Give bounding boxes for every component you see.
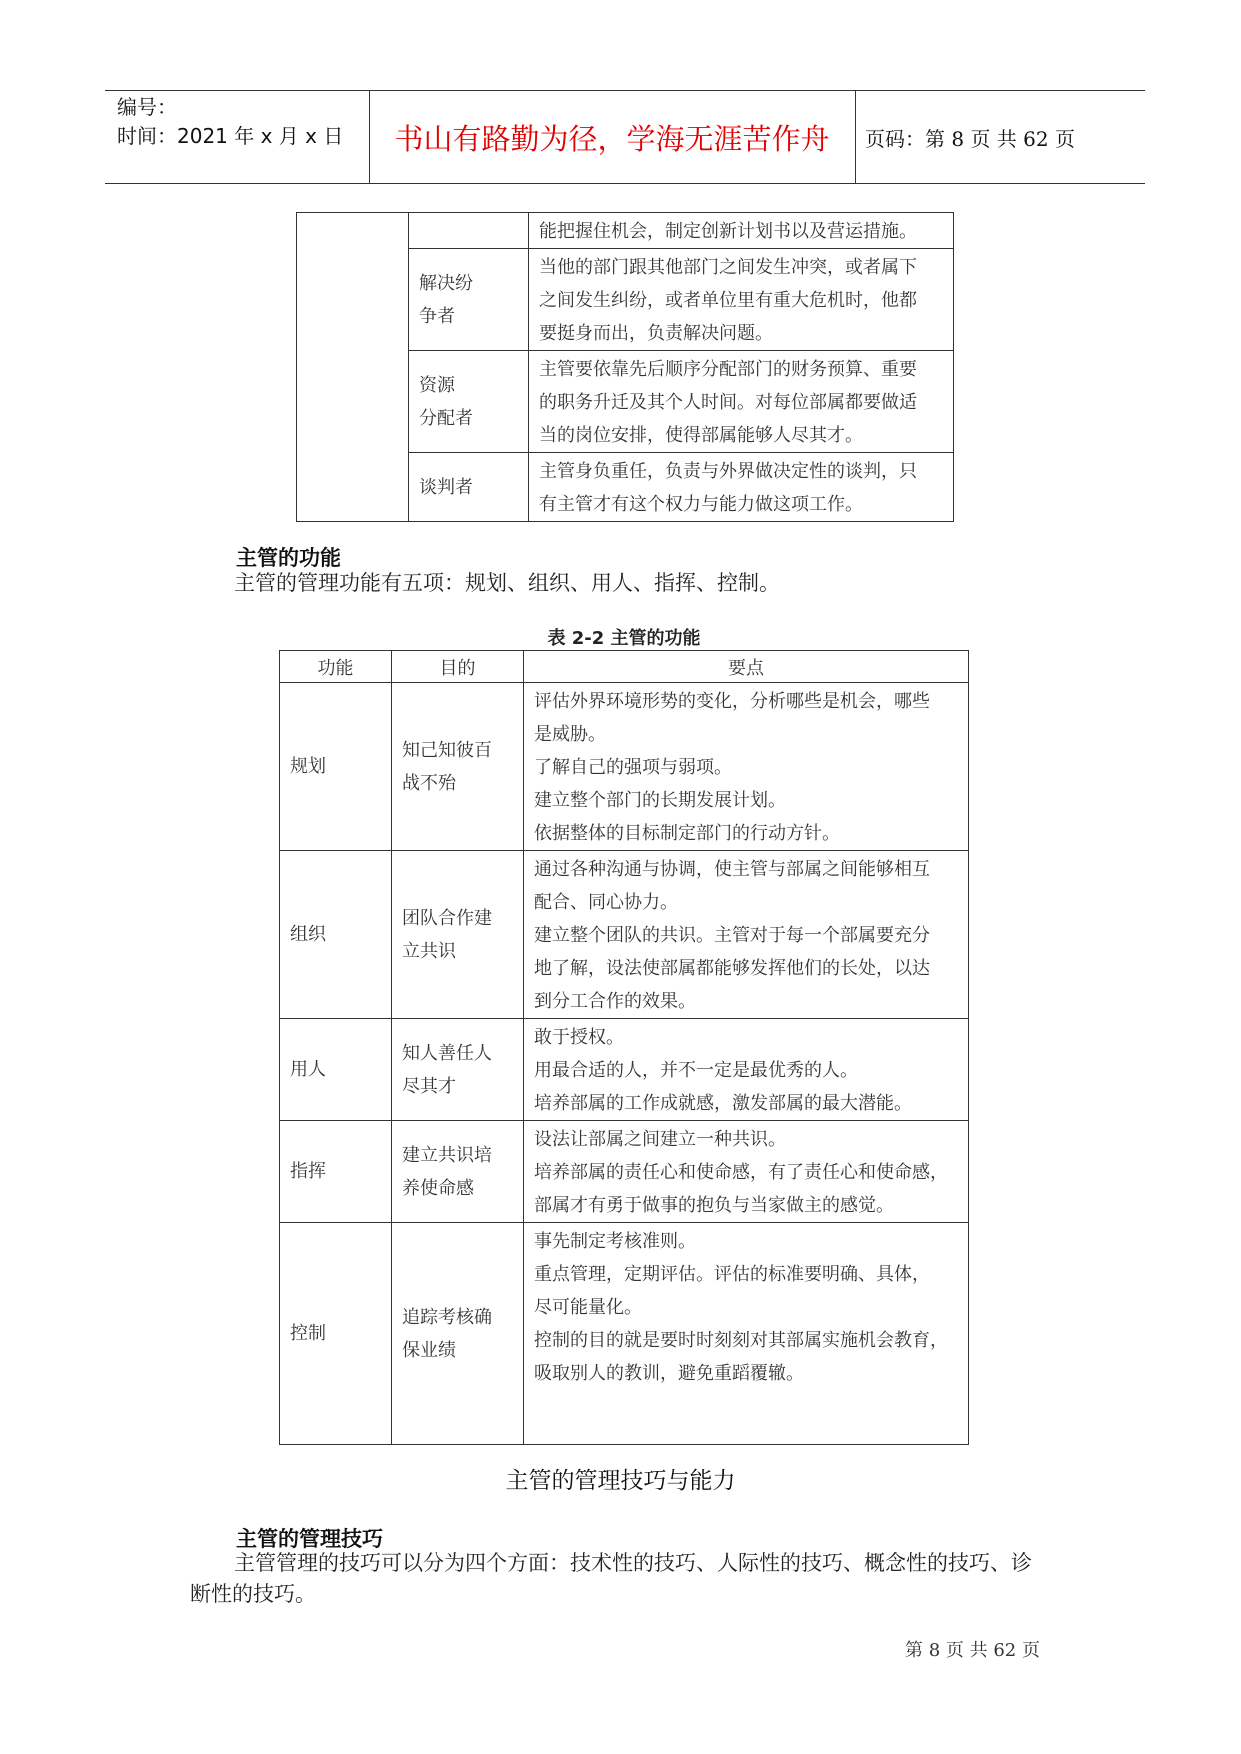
header-number-label: 编号： (117, 95, 177, 119)
point-line: 培养部属的工作成就感，激发部属的最大潜能。 (534, 1093, 912, 1114)
purpose-cell (392, 1121, 524, 1223)
purpose-cell (392, 851, 524, 1019)
table-header-row (280, 651, 969, 683)
point-line: 评估外界环境形势的变化，分析哪些是机会，哪些 (534, 691, 930, 712)
point-line: 尽可能量化。 (534, 1297, 642, 1318)
point-line: 吸取别人的教训，避免重蹈覆辙。 (534, 1363, 804, 1384)
function-cell: 指挥 (280, 1121, 392, 1223)
point-line: 配合、同心协力。 (534, 892, 678, 913)
purpose-cell (392, 1019, 524, 1121)
point-line: 重点管理，定期评估。评估的标准要明确、具体， (534, 1264, 930, 1285)
role-desc-cell (529, 453, 954, 522)
desc-line: 之间发生纠纷，或者单位里有重大危机时，他都 (539, 290, 917, 311)
section-heading: 主管的管理技巧 (236, 1527, 383, 1551)
point-line: 地了解，设法使部属都能够发挥他们的长处，以达 (534, 958, 930, 979)
point-line: 控制的目的就是要时时刻刻对其部属实施机会教育， (534, 1330, 948, 1351)
section-heading: 主管的功能 (236, 546, 341, 570)
purpose-line: 知己知彼百 (402, 739, 492, 761)
page-header (105, 90, 1145, 184)
desc-line: 主管要依靠先后顺序分配部门的财务预算、重要 (539, 359, 917, 380)
table-row (297, 213, 954, 249)
table-row (280, 1223, 969, 1445)
point-line: 到分工合作的效果。 (534, 991, 696, 1012)
point-line: 培养部属的责任心和使命感，有了责任心和使命感， (534, 1162, 948, 1183)
points-cell (524, 1121, 969, 1223)
header-divider (855, 91, 856, 183)
purpose-line: 知人善任人 (402, 1042, 492, 1064)
table-row (280, 1019, 969, 1121)
purpose-line: 追踪考核确 (402, 1306, 492, 1328)
role-cell: 谈判者 (409, 453, 529, 522)
purpose-line: 保业绩 (402, 1339, 456, 1361)
point-line: 依据整体的目标制定部门的行动方针。 (534, 823, 840, 844)
purpose-line: 团队合作建 (402, 907, 492, 929)
table-cell-empty (297, 213, 409, 522)
function-cell: 组织 (280, 851, 392, 1019)
header-motto: 书山有路勤为径，学海无涯苦作舟 (394, 121, 830, 156)
points-cell (524, 1223, 969, 1445)
table-caption: 表 2-2 主管的功能 (547, 628, 701, 649)
column-header: 要点 (524, 651, 969, 683)
role-cell (409, 249, 529, 351)
purpose-line: 尽其才 (402, 1075, 456, 1097)
section-paragraph-line: 断性的技巧。 (190, 1582, 316, 1606)
role-cell (409, 213, 529, 249)
point-line: 了解自己的强项与弱项。 (534, 757, 732, 778)
purpose-line: 战不殆 (402, 772, 456, 794)
point-line: 通过各种沟通与协调，使主管与部属之间能够相互 (534, 859, 930, 880)
point-line: 用最合适的人，并不一定是最优秀的人。 (534, 1060, 858, 1081)
column-header: 目的 (392, 651, 524, 683)
desc-line: 要挺身而出，负责解决问题。 (539, 323, 773, 344)
purpose-line: 立共识 (402, 940, 456, 962)
role-line: 解决纷 (419, 272, 473, 294)
purpose-line: 养使命感 (402, 1177, 474, 1199)
desc-line: 的职务升迁及其个人时间。对每位部属都要做适 (539, 392, 917, 413)
point-line: 部属才有勇于做事的抱负与当家做主的感觉。 (534, 1195, 894, 1216)
purpose-cell (392, 683, 524, 851)
header-meta (117, 93, 343, 151)
function-cell: 用人 (280, 1019, 392, 1121)
section-title: 主管的管理技巧与能力 (505, 1468, 736, 1494)
role-line: 分配者 (419, 407, 473, 429)
table-row (280, 1121, 969, 1223)
function-cell: 控制 (280, 1223, 392, 1445)
desc-line: 当他的部门跟其他部门之间发生冲突，或者属下 (539, 257, 917, 278)
roles-table (296, 212, 954, 522)
point-line: 设法让部属之间建立一种共识。 (534, 1129, 786, 1150)
table-row (280, 683, 969, 851)
purpose-cell (392, 1223, 524, 1445)
point-line: 建立整个部门的长期发展计划。 (534, 790, 786, 811)
header-page-label: 页码：第 8 页 共 62 页 (865, 126, 1075, 151)
role-desc-cell (529, 249, 954, 351)
section-paragraph: 主管的管理功能有五项：规划、组织、用人、指挥、控制。 (234, 571, 780, 595)
point-line: 事先制定考核准则。 (534, 1231, 696, 1252)
function-cell: 规划 (280, 683, 392, 851)
section-paragraph-line: 主管管理的技巧可以分为四个方面：技术性的技巧、人际性的技巧、概念性的技巧、诊 (234, 1551, 1032, 1575)
header-time-label: 时间：2021 年 x 月 x 日 (117, 124, 344, 148)
role-cell (409, 351, 529, 453)
role-line: 争者 (419, 305, 455, 327)
desc-line: 当的岗位安排，使得部属能够人尽其才。 (539, 425, 863, 446)
page-footer: 第 8 页 共 62 页 (905, 1640, 1040, 1661)
desc-line: 主管身负重任，负责与外界做决定性的谈判，只 (539, 461, 917, 482)
role-desc-cell (529, 351, 954, 453)
functions-table (279, 650, 969, 1445)
role-desc-cell: 能把握住机会，制定创新计划书以及营运措施。 (529, 213, 954, 249)
points-cell (524, 1019, 969, 1121)
desc-line: 有主管才有这个权力与能力做这项工作。 (539, 494, 863, 515)
point-line: 敢于授权。 (534, 1027, 624, 1048)
point-line: 建立整个团队的共识。主管对于每一个部属要充分 (534, 925, 930, 946)
column-header: 功能 (280, 651, 392, 683)
points-cell (524, 683, 969, 851)
role-line: 资源 (419, 374, 455, 396)
points-cell (524, 851, 969, 1019)
point-line: 是威胁。 (534, 724, 606, 745)
purpose-line: 建立共识培 (402, 1144, 492, 1166)
table-row (280, 851, 969, 1019)
